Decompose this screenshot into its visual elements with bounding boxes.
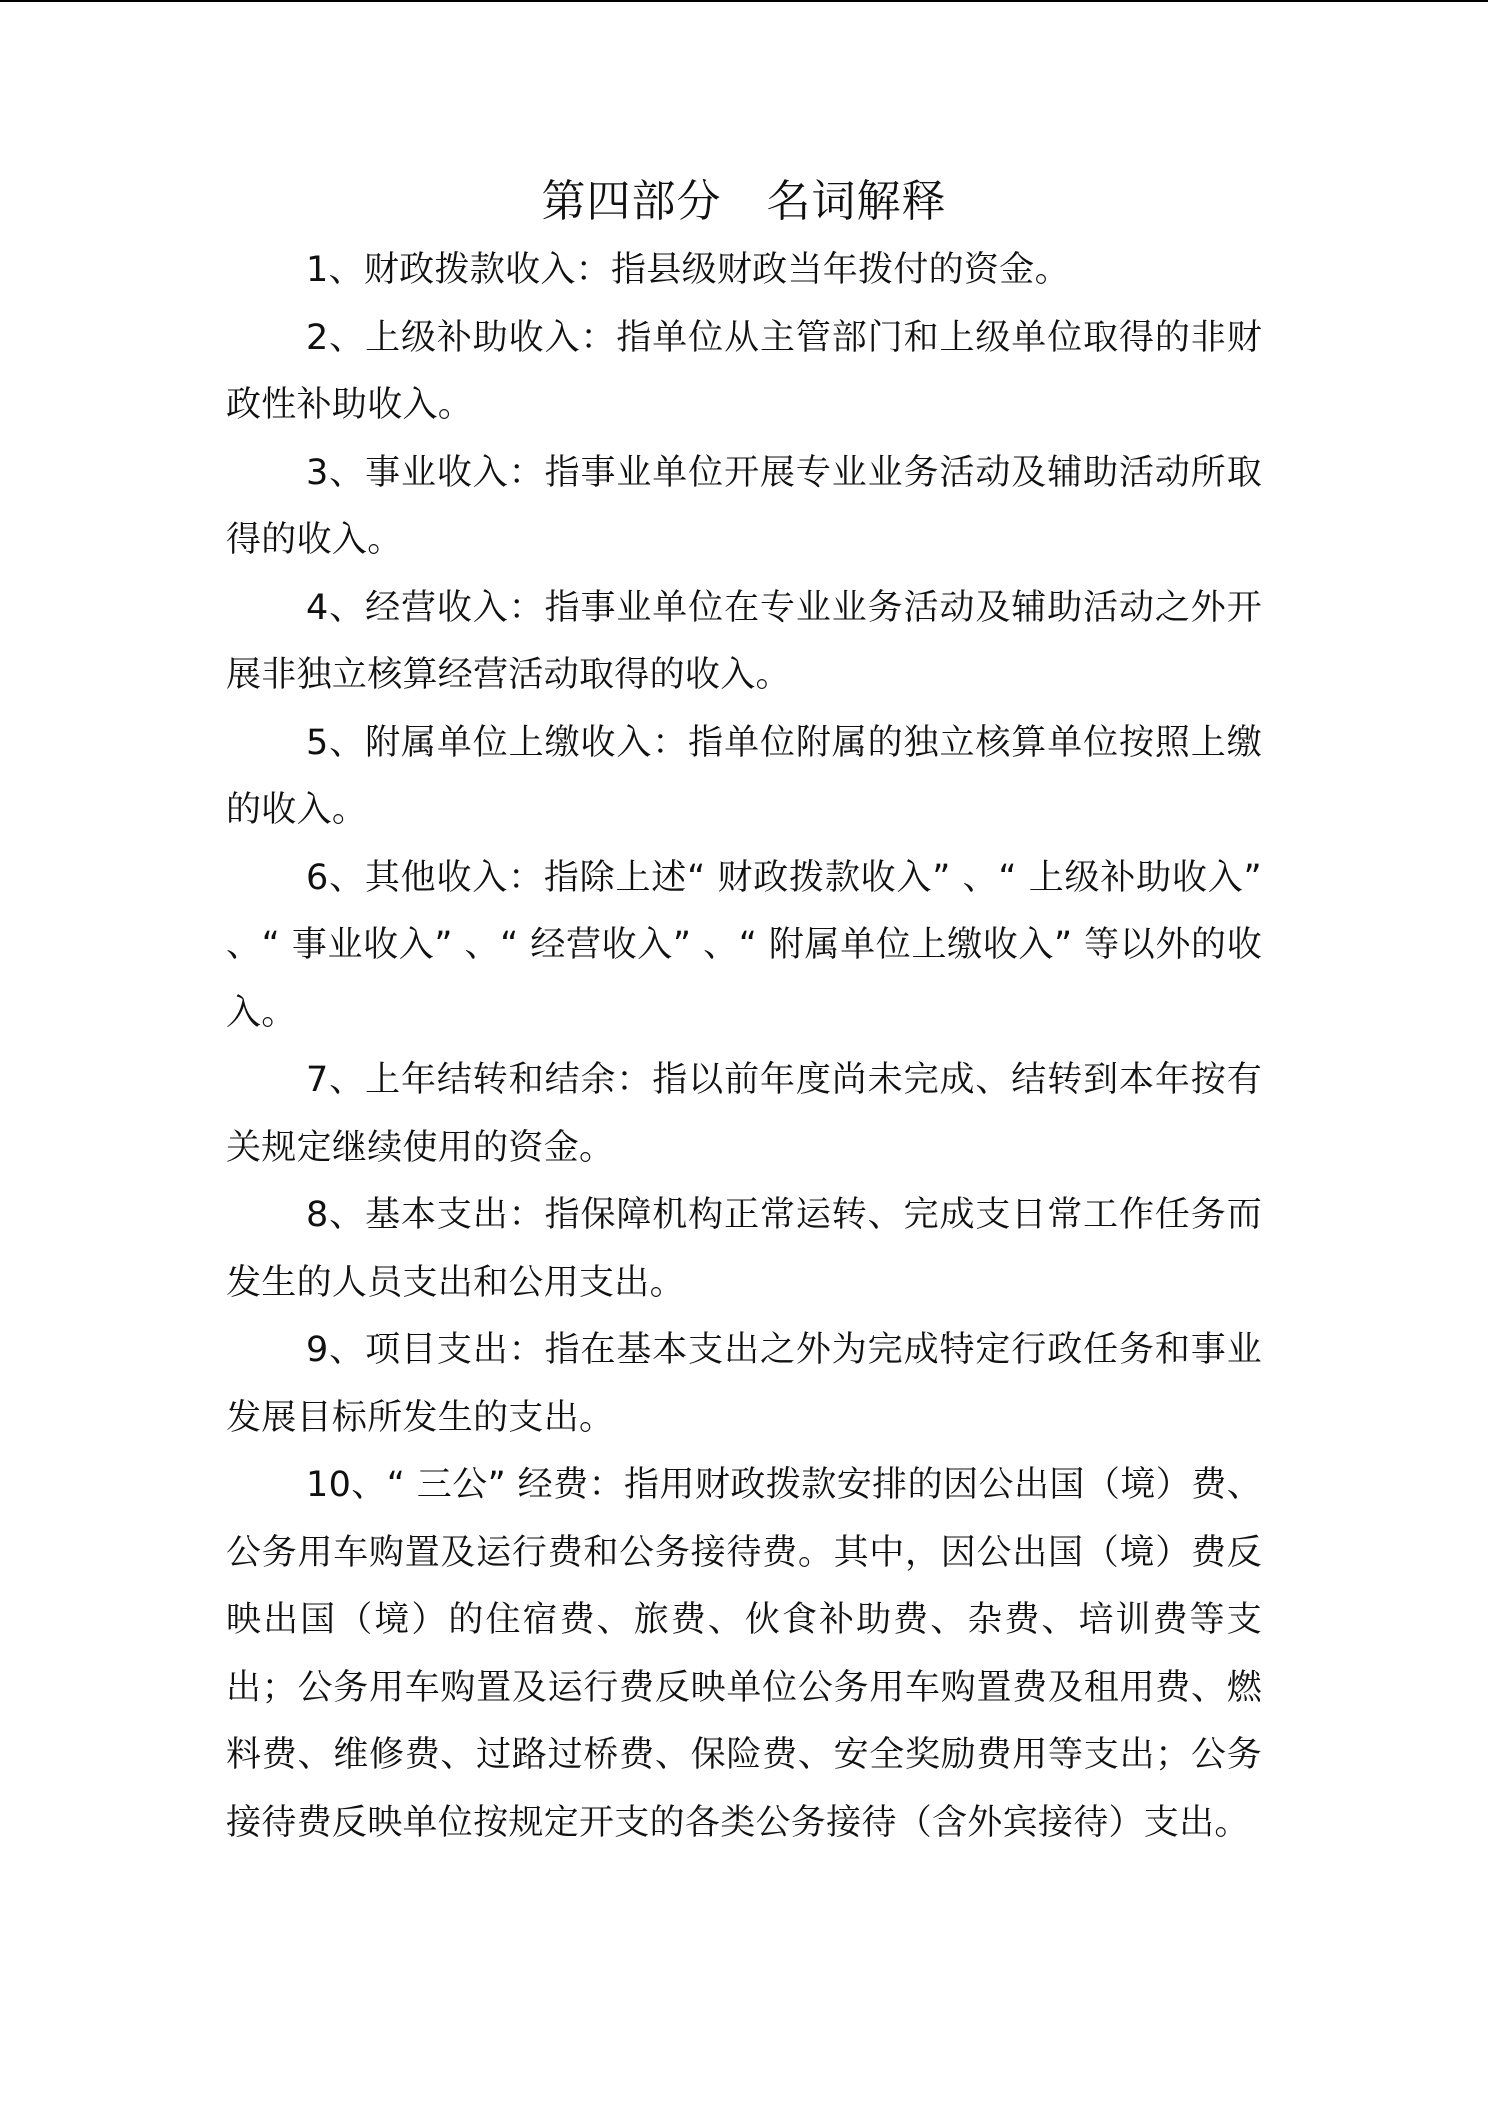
page-title: 第四部分 名词解释 [541,176,947,227]
definition-paragraph: 2、上级补助收入：指单位从主管部门和上级单位取得的非财政性补助收入。 [226,317,1262,425]
definition-paragraph: 5、附属单位上缴收入：指单位附属的独立核算单位按照上缴的收入。 [226,722,1262,830]
page-top-border [0,0,1488,2]
definition-paragraph: 6、其他收入：指除上述“ 财政拨款收入” 、“ 上级补助收入” 、“ 事业收入” 、“ 经营收入” 、“ 附属单位上缴收入” 等以外的收入。 [226,857,1262,1033]
definition-paragraph: 1、财政拨款收入：指县级财政当年拨付的资金。 [306,250,1070,290]
definition-paragraph: 8、基本支出：指保障机构正常运转、完成支日常工作任务而发生的人员支出和公用支出。 [226,1195,1262,1303]
definition-paragraph: 9、项目支出：指在基本支出之外为完成特定行政任务和事业发展目标所发生的支出。 [226,1330,1262,1438]
definition-paragraph: 7、上年结转和结余：指以前年度尚未完成、结转到本年按有关规定继续使用的资金。 [226,1060,1262,1168]
definition-paragraph: 10、“ 三公” 经费：指用财政拨款安排的因公出国（境）费、公务用车购置及运行费和公务接待费。其中，因公出国（境）费反映出国（境）的住宿费、旅费、伙食补助费、杂费、培训费等支出；公务用车购置及运行费反映单位公务用车购置费及租用费、燃料费、维修费、过路过桥费、保险费、安全奖励费用等支出；公务接待费反映单位按规定开支的各类公务接待（含外宾接待）支出。 [226,1465,1262,1843]
definition-paragraph: 4、经营收入：指事业单位在专业业务活动及辅助活动之外开展非独立核算经营活动取得的收入。 [226,587,1262,695]
document-body [226,237,1262,1857]
definition-paragraph: 3、事业收入：指事业单位开展专业业务活动及辅助活动所取得的收入。 [226,452,1262,560]
